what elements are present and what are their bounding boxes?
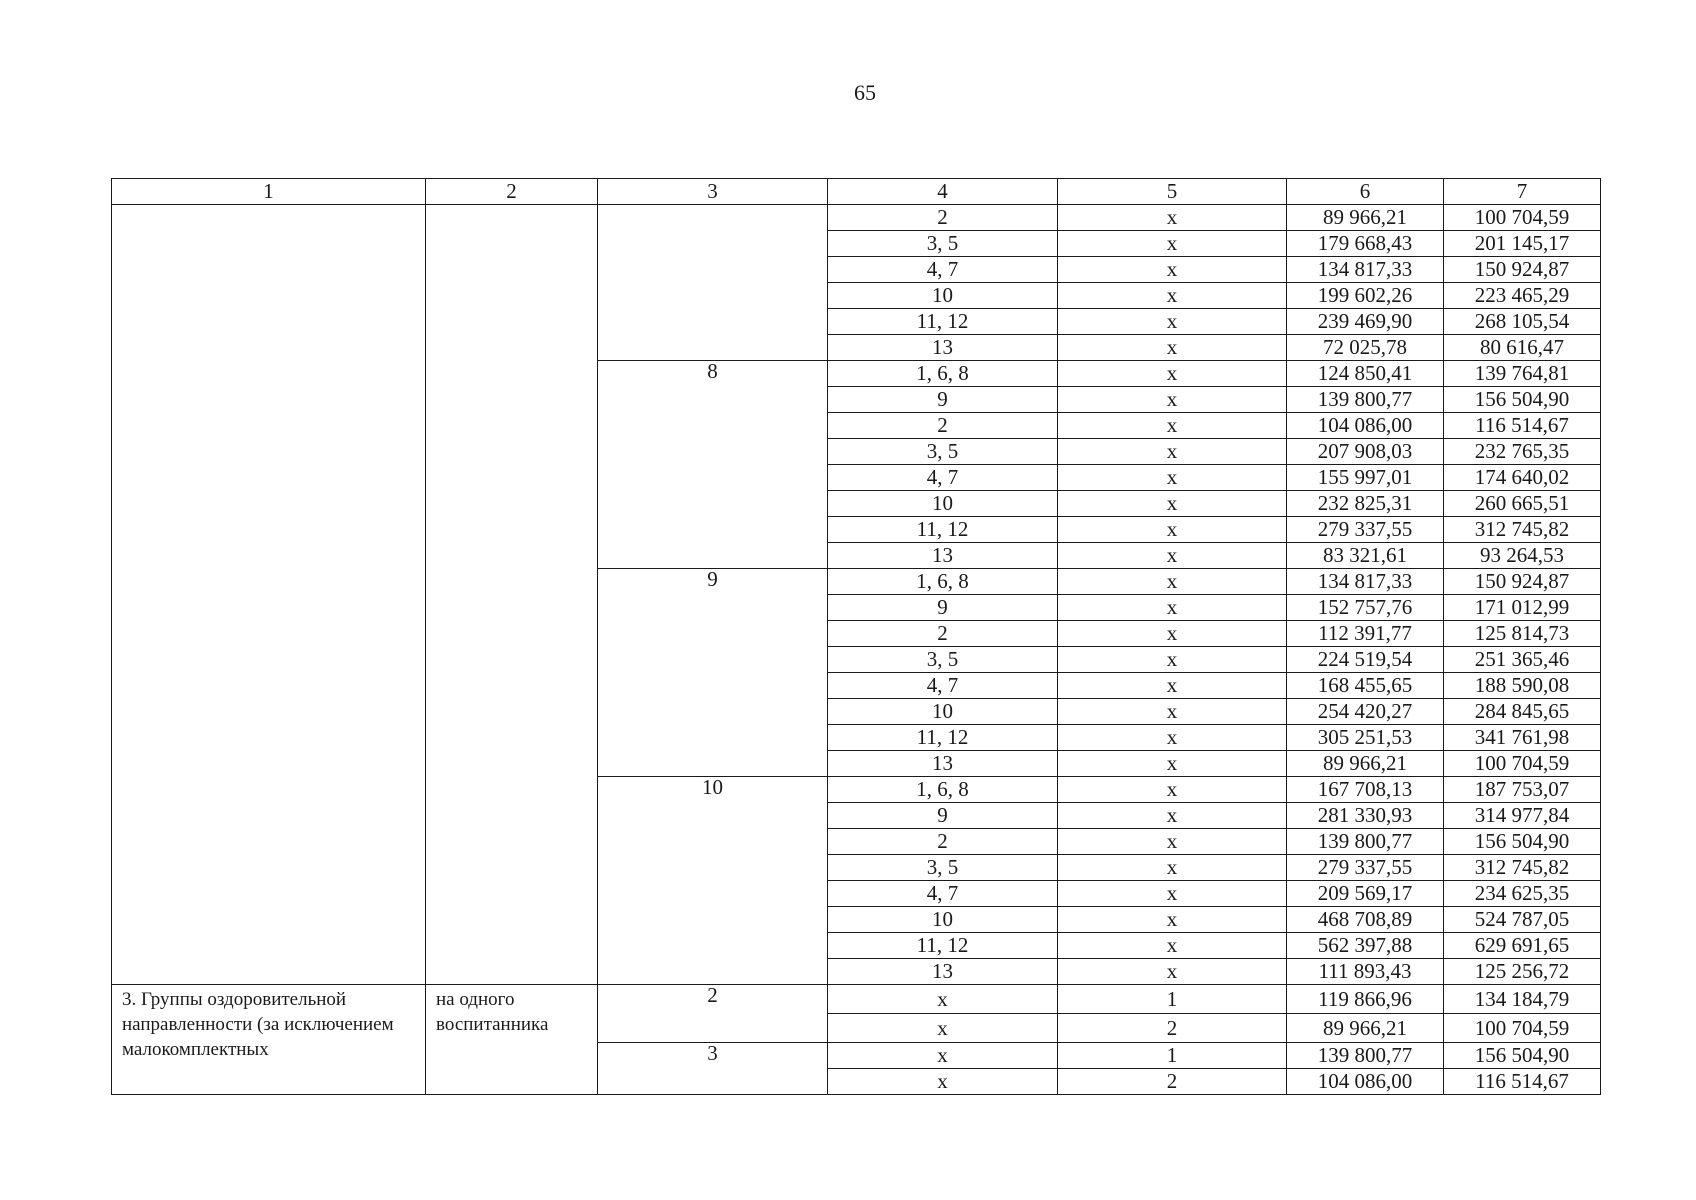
cell-col5: x: [1058, 777, 1287, 803]
cell-col6: 224 519,54: [1287, 647, 1444, 673]
header-cell: 5: [1058, 179, 1287, 205]
cell-group-col3: 8: [598, 361, 828, 569]
cell-col5: x: [1058, 725, 1287, 751]
cell-col7: 125 814,73: [1444, 621, 1601, 647]
cell-col7: 234 625,35: [1444, 881, 1601, 907]
cell-col4: 10: [828, 699, 1058, 725]
cell-col6: 139 800,77: [1287, 387, 1444, 413]
cell-col6: 112 391,77: [1287, 621, 1444, 647]
table-row: [112, 205, 1601, 231]
cell-col5: x: [1058, 361, 1287, 387]
cell-col5: x: [1058, 699, 1287, 725]
cell-col5: x: [1058, 257, 1287, 283]
cell-col6: 279 337,55: [1287, 855, 1444, 881]
cell-col1-empty: [112, 205, 426, 985]
cell-col4: 11, 12: [828, 933, 1058, 959]
cell-col7: 134 184,79: [1444, 985, 1601, 1014]
cell-col4: 9: [828, 387, 1058, 413]
cell-col6: 104 086,00: [1287, 1069, 1444, 1095]
cell-col5: x: [1058, 881, 1287, 907]
cell-col7: 80 616,47: [1444, 335, 1601, 361]
cell-col4: 13: [828, 751, 1058, 777]
cell-col7: 156 504,90: [1444, 829, 1601, 855]
cell-col5: 1: [1058, 985, 1287, 1014]
cell-col7: 174 640,02: [1444, 465, 1601, 491]
cell-col4: 10: [828, 907, 1058, 933]
cell-col7: 260 665,51: [1444, 491, 1601, 517]
cell-col4: 4, 7: [828, 673, 1058, 699]
cell-group-col3: [598, 205, 828, 361]
cell-col6: 168 455,65: [1287, 673, 1444, 699]
cell-col7: 100 704,59: [1444, 751, 1601, 777]
cell-col7: 156 504,90: [1444, 1043, 1601, 1069]
cell-col5: 1: [1058, 1043, 1287, 1069]
header-row: [112, 179, 1601, 205]
cell-col7: 116 514,67: [1444, 413, 1601, 439]
cell-col5: x: [1058, 231, 1287, 257]
cell-col4: x: [828, 1014, 1058, 1043]
cell-col7: 125 256,72: [1444, 959, 1601, 985]
cell-col5: x: [1058, 283, 1287, 309]
cell-col7: 139 764,81: [1444, 361, 1601, 387]
cell-col4: 10: [828, 283, 1058, 309]
cell-col6: 152 757,76: [1287, 595, 1444, 621]
table-row: [112, 985, 1601, 1014]
cell-col6: 305 251,53: [1287, 725, 1444, 751]
cell-col6: 119 866,96: [1287, 985, 1444, 1014]
cell-col6: 104 086,00: [1287, 413, 1444, 439]
header-cell: 4: [828, 179, 1058, 205]
cell-col4: 4, 7: [828, 465, 1058, 491]
cell-col6: 199 602,26: [1287, 283, 1444, 309]
cell-col6: 124 850,41: [1287, 361, 1444, 387]
cell-col7: 312 745,82: [1444, 855, 1601, 881]
cell-col4: 1, 6, 8: [828, 569, 1058, 595]
cell-group-col3: 3: [598, 1043, 828, 1095]
cell-col7: 156 504,90: [1444, 387, 1601, 413]
cell-col4: 1, 6, 8: [828, 777, 1058, 803]
cell-col7: 284 845,65: [1444, 699, 1601, 725]
cell-col6: 207 908,03: [1287, 439, 1444, 465]
cell-col6: 179 668,43: [1287, 231, 1444, 257]
cell-col4: 2: [828, 829, 1058, 855]
cell-col7: 524 787,05: [1444, 907, 1601, 933]
cell-col5: x: [1058, 491, 1287, 517]
cell-col5: x: [1058, 751, 1287, 777]
cell-col4: 2: [828, 621, 1058, 647]
cell-col7: 150 924,87: [1444, 569, 1601, 595]
cell-col4: 2: [828, 205, 1058, 231]
header-cell: 6: [1287, 179, 1444, 205]
cell-col6: 209 569,17: [1287, 881, 1444, 907]
cell-col4: 3, 5: [828, 231, 1058, 257]
cell-col4: 1, 6, 8: [828, 361, 1058, 387]
cell-col5: x: [1058, 907, 1287, 933]
cell-col5: x: [1058, 309, 1287, 335]
cell-col7: 171 012,99: [1444, 595, 1601, 621]
cell-col6: 139 800,77: [1287, 829, 1444, 855]
cell-col4: 9: [828, 803, 1058, 829]
cell-col5: x: [1058, 933, 1287, 959]
cell-col7: 100 704,59: [1444, 205, 1601, 231]
cell-col6: 89 966,21: [1287, 751, 1444, 777]
cell-col4: 13: [828, 959, 1058, 985]
cell-col6: 239 469,90: [1287, 309, 1444, 335]
cell-col5: 2: [1058, 1069, 1287, 1095]
cell-col7: 223 465,29: [1444, 283, 1601, 309]
cell-col6: 111 893,43: [1287, 959, 1444, 985]
cell-section3-unit: на одного воспитанника: [426, 985, 598, 1095]
cell-col7: 314 977,84: [1444, 803, 1601, 829]
cell-col4: 11, 12: [828, 309, 1058, 335]
table-body: [112, 179, 1601, 1095]
cell-col7: 251 365,46: [1444, 647, 1601, 673]
cell-col7: 201 145,17: [1444, 231, 1601, 257]
cell-col6: 89 966,21: [1287, 1014, 1444, 1043]
cell-col5: x: [1058, 205, 1287, 231]
cell-group-col3: 10: [598, 777, 828, 985]
cell-col4: 4, 7: [828, 881, 1058, 907]
cell-col5: x: [1058, 673, 1287, 699]
cell-col4: 13: [828, 335, 1058, 361]
cell-group-col3: 9: [598, 569, 828, 777]
cell-col4: 13: [828, 543, 1058, 569]
cell-section3-title: 3. Группы оздоровительной направленности (за исключением малокомплектных: [112, 985, 426, 1095]
cell-col6: 155 997,01: [1287, 465, 1444, 491]
cell-col4: 9: [828, 595, 1058, 621]
cell-col5: x: [1058, 647, 1287, 673]
cell-col6: 139 800,77: [1287, 1043, 1444, 1069]
cell-col7: 150 924,87: [1444, 257, 1601, 283]
cell-col7: 232 765,35: [1444, 439, 1601, 465]
cell-col5: x: [1058, 413, 1287, 439]
cell-col6: 134 817,33: [1287, 569, 1444, 595]
cell-col4: 4, 7: [828, 257, 1058, 283]
cell-col5: x: [1058, 855, 1287, 881]
cell-col5: 2: [1058, 1014, 1287, 1043]
cell-col4: 3, 5: [828, 647, 1058, 673]
cell-col6: 134 817,33: [1287, 257, 1444, 283]
cell-col5: x: [1058, 569, 1287, 595]
cell-col6: 167 708,13: [1287, 777, 1444, 803]
cell-col7: 268 105,54: [1444, 309, 1601, 335]
cell-col6: 254 420,27: [1287, 699, 1444, 725]
cell-col6: 89 966,21: [1287, 205, 1444, 231]
cell-col7: 100 704,59: [1444, 1014, 1601, 1043]
cell-col5: x: [1058, 803, 1287, 829]
cell-col4: 10: [828, 491, 1058, 517]
cell-col6: 281 330,93: [1287, 803, 1444, 829]
cell-col5: x: [1058, 517, 1287, 543]
cell-col7: 93 264,53: [1444, 543, 1601, 569]
cell-col7: 629 691,65: [1444, 933, 1601, 959]
header-cell: 1: [112, 179, 426, 205]
cell-col4: 2: [828, 413, 1058, 439]
cell-col6: 83 321,61: [1287, 543, 1444, 569]
cell-col5: x: [1058, 465, 1287, 491]
cell-col4: x: [828, 985, 1058, 1014]
cell-col4: x: [828, 1043, 1058, 1069]
cell-col5: x: [1058, 959, 1287, 985]
cell-col5: x: [1058, 387, 1287, 413]
cell-group-col3: 2: [598, 985, 828, 1043]
cell-col5: x: [1058, 439, 1287, 465]
page-number: 65: [854, 80, 876, 105]
cell-col4: 3, 5: [828, 439, 1058, 465]
cell-col7: 312 745,82: [1444, 517, 1601, 543]
cell-col2-empty: [426, 205, 598, 985]
cell-col5: x: [1058, 829, 1287, 855]
cell-col7: 188 590,08: [1444, 673, 1601, 699]
cell-col4: 11, 12: [828, 517, 1058, 543]
cell-col7: 187 753,07: [1444, 777, 1601, 803]
cell-col5: x: [1058, 543, 1287, 569]
cell-col7: 116 514,67: [1444, 1069, 1601, 1095]
cell-col6: 279 337,55: [1287, 517, 1444, 543]
cell-col6: 72 025,78: [1287, 335, 1444, 361]
cell-col4: 11, 12: [828, 725, 1058, 751]
cell-col7: 341 761,98: [1444, 725, 1601, 751]
cell-col5: x: [1058, 621, 1287, 647]
cell-col4: 3, 5: [828, 855, 1058, 881]
header-cell: 2: [426, 179, 598, 205]
cell-col5: x: [1058, 335, 1287, 361]
header-cell: 7: [1444, 179, 1601, 205]
header-cell: 3: [598, 179, 828, 205]
cell-col6: 468 708,89: [1287, 907, 1444, 933]
cell-col6: 562 397,88: [1287, 933, 1444, 959]
cell-col6: 232 825,31: [1287, 491, 1444, 517]
data-table: [111, 178, 1601, 1095]
cell-col5: x: [1058, 595, 1287, 621]
cell-col4: x: [828, 1069, 1058, 1095]
